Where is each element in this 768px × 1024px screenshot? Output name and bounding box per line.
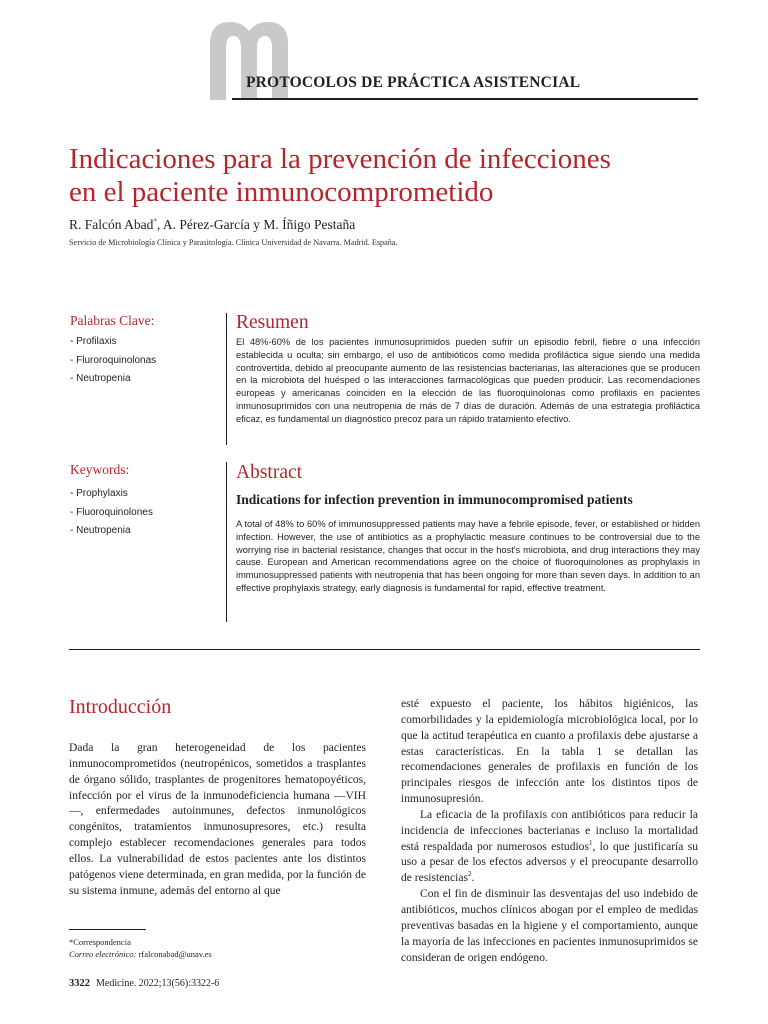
body-column-right bbox=[401, 697, 698, 966]
correspondence-label: *Correspondencia bbox=[69, 937, 131, 947]
keywords-list bbox=[70, 485, 153, 541]
palabras-clave-list bbox=[70, 333, 156, 389]
page-folio bbox=[69, 978, 219, 989]
author-1: R. Falcón Abad bbox=[69, 217, 154, 232]
email-label: Correo electrónico: bbox=[69, 949, 137, 959]
section-separator bbox=[69, 649, 700, 650]
intro-paragraph-4: Con el fin de disminuir las desventajas del uso indebido de antibióticos, muchos clínicos abogan por el empleo de medidas preventivas basadas en la higiene y el comportamiento, aunque la mayoría de las infecciones en pacientes inmunosuprimidos se consideran de origen endógeno. bbox=[401, 888, 698, 964]
other-authors: , A. Pérez-García y M. Íñigo Pestaña bbox=[156, 217, 356, 232]
journal-citation: Medicine. 2022;13(56):3322-6 bbox=[96, 978, 220, 989]
intro-paragraph-1: Dada la gran heterogeneidad de los pacientes inmunocomprometidos (neutropénicos, sometidos a trasplantes de órgano sólido, trasplantes de progenitores hematopoyéticos, infección por el virus de la inmunodeficiencia humana —VIH—, enfermedades autoinmunes, defectos inmunológicos congénitos, tratamientos inmunosupresores, etc.) resulta complejo establecer recomendaciones generales para todos ellos. La vulnerabilidad de estos pacientes ante los distintos patógenos viene determinada, en gran medida, por la función de su sistema inmune, además del entorno al que bbox=[69, 742, 366, 897]
section-header: PROTOCOLOS DE PRÁCTICA ASISTENCIAL bbox=[246, 74, 581, 91]
introduccion-heading: Introducción bbox=[69, 696, 172, 718]
p3-text-a: La eficacia de la profilaxis con antibióticos para reducir la incidencia de infecciones bacterianas e incluso la mortalidad está respaldada por numerosos estudios bbox=[401, 808, 698, 853]
reference-2: 2 bbox=[468, 870, 472, 879]
resumen-heading: Resumen bbox=[236, 312, 309, 333]
authors bbox=[69, 217, 355, 233]
palabras-clave-heading: Palabras Clave: bbox=[70, 313, 155, 328]
email-line bbox=[69, 949, 212, 959]
list-item: - Neutropenia bbox=[70, 525, 131, 536]
resumen-rule bbox=[226, 313, 227, 445]
list-item: - Profilaxis bbox=[70, 336, 117, 347]
title-line-1: Indicaciones para la prevención de infecciones bbox=[69, 143, 611, 175]
intro-paragraph-2: esté expuesto el paciente, los hábitos higiénicos, las comorbilidades y la epidemiología microbiológica local, por lo que la actitud terapéutica en cuanto a profilaxis debe ajustarse a estas características. En la tabla 1 se detallan las recomendaciones generales de profilaxis en función de los principales riesgos de infección ante los distintos tipos de inmunosupresión. bbox=[401, 698, 698, 806]
article-title bbox=[69, 143, 719, 209]
abstract-subtitle: Indications for infection prevention in immunocompromised patients bbox=[236, 492, 633, 507]
body-column-left bbox=[69, 741, 366, 899]
list-item: - Fluoroquinolones bbox=[70, 506, 153, 518]
abstract-heading: Abstract bbox=[236, 462, 303, 483]
title-line-2: en el paciente inmunocomprometido bbox=[69, 176, 494, 208]
abstract-rule bbox=[226, 462, 227, 622]
list-item: - Neutropenia bbox=[70, 373, 131, 384]
keywords-heading: Keywords: bbox=[70, 462, 130, 477]
footnote-rule bbox=[69, 929, 146, 930]
email-address[interactable]: rfalconabad@unav.es bbox=[138, 949, 212, 959]
corresponding-mark: * bbox=[153, 217, 157, 226]
reference-1: 1 bbox=[588, 838, 593, 847]
header-rule bbox=[232, 98, 698, 100]
p3-text-c: . bbox=[471, 872, 475, 885]
list-item: - Fluroroquinolonas bbox=[70, 354, 157, 366]
list-item: - Prophylaxis bbox=[70, 488, 128, 499]
abstract-text: A total of 48% to 60% of immunosuppressed patients may have a febrile episode, fever, or established or hidden infection. However, the use of antibiotics as a prophylactic measure continues to be controversial due to the worrying rise in bacterial resistance, changes that occur in the host's microbiota, and drug interactions they may cause. European and American recommendations agree on the choice of fluoroquinolones as prophylaxis in immunosuppressed patients with neutropenia that has been ongoing for more than seven days. In addition to an effective prophylaxis strategy, early diagnosis is fundamental for rapid, effective treatment. bbox=[236, 519, 700, 593]
p3-text-b: , lo que justificaría su uso a pesar de los efectos adversos y el preocupante desarrollo de resistencias bbox=[401, 840, 698, 885]
intro-paragraph-3 bbox=[401, 808, 698, 887]
resumen-text: El 48%-60% de los pacientes inmunosuprimidos pueden sufrir un episodio febril, fiebre o una infección establecida u oculta; sin embargo, el uso de antibióticos como medida profiláctica sigue siendo una medida controvertida, debido al preocupante aumento de las resistencias bacterianas, las alteraciones que se producen en la microbiota del huésped o las interacciones farmacológicas que pueden producir. Las recomendaciones europeas y americanas coinciden en la elección de las fluoroquinolonas como profilaxis en pacientes inmunosuprimidos con una neutropenia de más de 7 días de duración. Además de una estrategia profiláctica eficaz, es fundamental un diagnóstico precoz para un rápido tratamiento efectivo. bbox=[236, 337, 700, 424]
page-number: 3322 bbox=[69, 978, 90, 989]
affiliation: Servicio de Microbiología Clínica y Parasitología. Clínica Universidad de Navarra. Madrid. España. bbox=[69, 238, 398, 247]
